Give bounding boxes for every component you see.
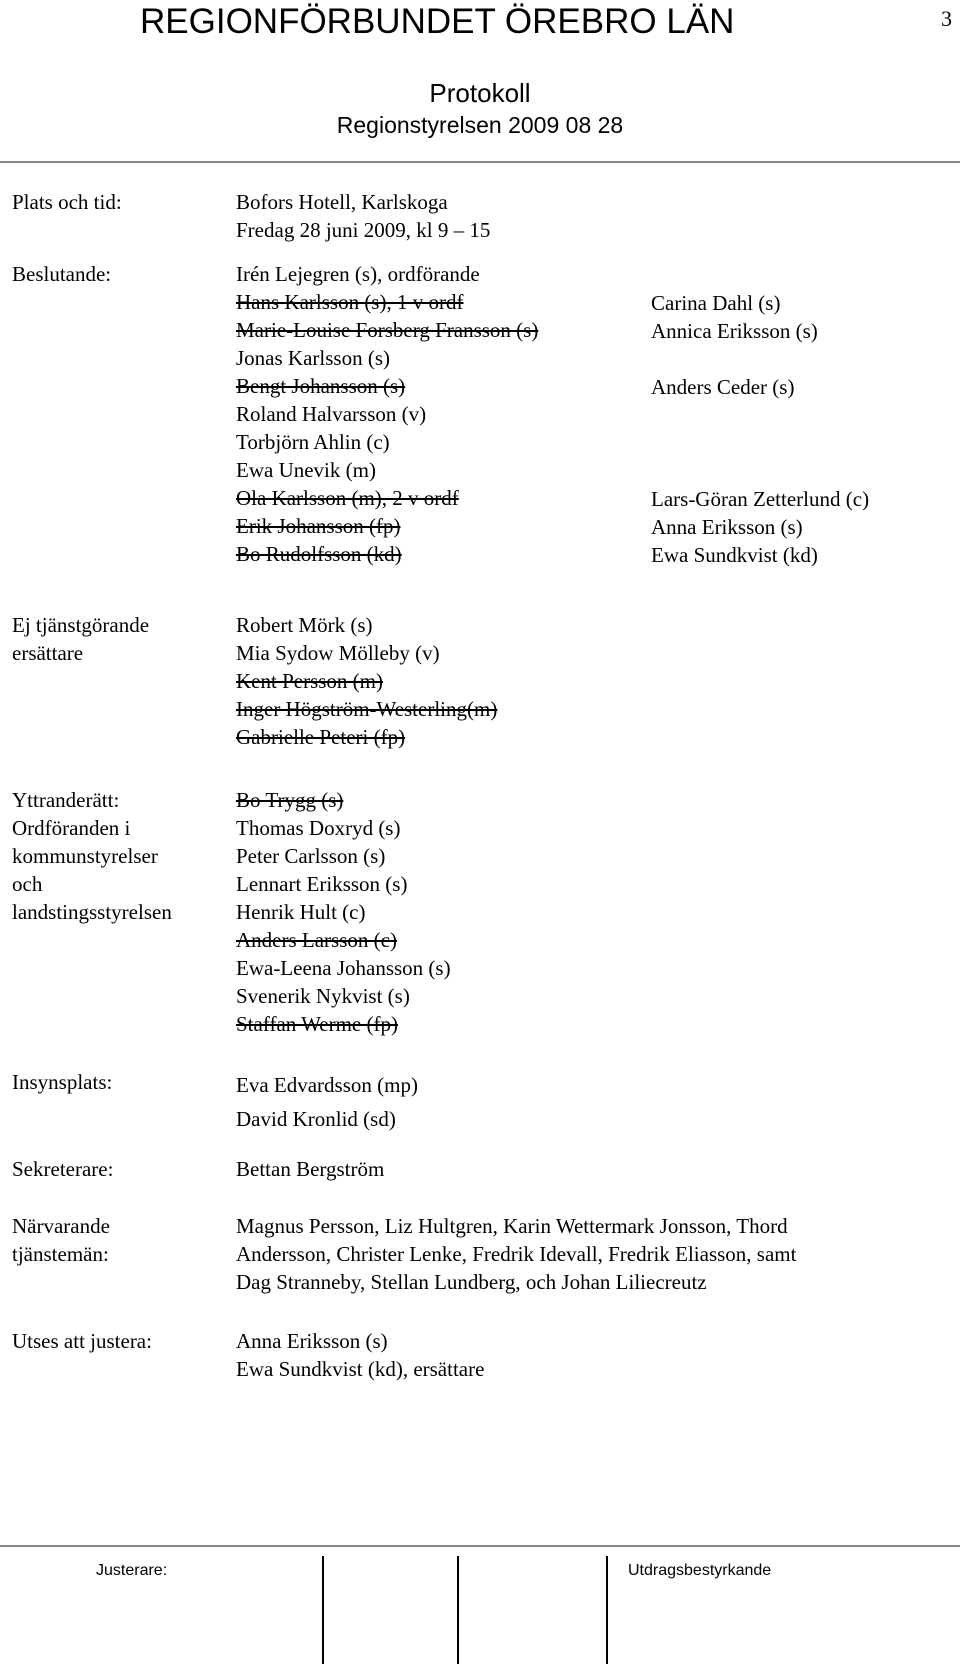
speaking-right-member: Lennart Eriksson (s) [236, 872, 408, 896]
observer-seat-list [236, 1068, 418, 1136]
speaking-right-label-line: och [12, 872, 43, 896]
substitute-1: Carina Dahl (s) [651, 291, 781, 315]
time-line: Fredag 28 juni 2009, kl 9 – 15 [236, 218, 491, 242]
secretary-name: Bettan Bergström [236, 1157, 385, 1181]
adjuster: Ewa Sundkvist (kd), ersättare [236, 1357, 485, 1381]
speaking-right-member: Thomas Doxryd (s) [236, 816, 401, 840]
substitute-5 [651, 401, 869, 429]
speaking-right-label-line: kommunstyrelser [12, 844, 158, 868]
non-serving-member: Kent Persson (m) [236, 669, 383, 693]
place-time-value [236, 188, 490, 244]
member-8: Ola Karlsson (m), 2 v ordf [236, 486, 459, 510]
officials-label-line: Närvarande [12, 1214, 110, 1238]
signature-box-divider [606, 1556, 608, 1664]
non-serving-label-line: ersättare [12, 641, 84, 665]
speaking-right-member: Henrik Hult (c) [236, 900, 366, 924]
member-1: Hans Karlsson (s), 1 v ordf [236, 290, 464, 314]
speaking-right-list [236, 786, 451, 1038]
non-serving-list [236, 611, 497, 751]
member-2: Marie-Louise Forsberg Fransson (s) [236, 318, 539, 342]
observer-member: Eva Edvardsson (mp) [236, 1073, 418, 1097]
officials-label [12, 1212, 110, 1268]
decision-makers-list [236, 260, 538, 568]
signature-box-divider [322, 1556, 324, 1664]
officials-list [236, 1212, 796, 1296]
substitute-3 [651, 345, 869, 373]
signature-box-divider [457, 1556, 459, 1664]
substitute-6 [651, 429, 869, 457]
adjuster-signature-label: Justerare: [96, 1562, 168, 1579]
substitute-7 [651, 457, 869, 485]
member-3: Jonas Karlsson (s) [236, 346, 390, 370]
speaking-right-member: Svenerik Nykvist (s) [236, 984, 410, 1008]
substitute-9: Anna Eriksson (s) [651, 515, 803, 539]
non-serving-member: Gabrielle Peteri (fp) [236, 725, 406, 749]
non-serving-label [12, 611, 149, 667]
organization-title: REGIONFÖRBUNDET ÖREBRO LÄN [140, 2, 735, 41]
member-4: Bengt Johansson (s) [236, 374, 406, 398]
officials-label-line: tjänstemän: [12, 1242, 109, 1266]
officials-line: Andersson, Christer Lenke, Fredrik Idevall, Fredrik Eliasson, samt [236, 1242, 797, 1266]
member-0: Irén Lejegren (s), ordförande [236, 262, 480, 286]
substitute-8: Lars-Göran Zetterlund (c) [651, 487, 870, 511]
non-serving-member: Robert Mörk (s) [236, 613, 373, 637]
speaking-right-member: Peter Carlsson (s) [236, 844, 386, 868]
member-9: Erik Johansson (fp) [236, 514, 401, 538]
speaking-right-label-line: landstingsstyrelsen [12, 900, 172, 924]
speaking-right-label-line: Yttranderätt: [12, 788, 120, 812]
substitute-10: Ewa Sundkvist (kd) [651, 543, 818, 567]
substitute-2: Annica Eriksson (s) [651, 319, 818, 343]
member-5: Roland Halvarsson (v) [236, 402, 427, 426]
speaking-right-member: Ewa-Leena Johansson (s) [236, 956, 451, 980]
certified-extract-label: Utdragsbestyrkande [628, 1562, 772, 1579]
adjusters-list [236, 1327, 484, 1383]
member-7: Ewa Unevik (m) [236, 458, 376, 482]
footer-divider [0, 1545, 960, 1547]
officials-line: Magnus Persson, Liz Hultgren, Karin Wettermark Jonsson, Thord [236, 1214, 788, 1238]
secretary-label: Sekreterare: [12, 1157, 114, 1181]
speaking-right-member: Anders Larsson (c) [236, 928, 397, 952]
substitutes-list [651, 289, 869, 569]
member-10: Bo Rudolfsson (kd) [236, 542, 402, 566]
observer-seat-label: Insynsplats: [12, 1070, 113, 1094]
adjusters-label: Utses att justera: [12, 1329, 152, 1353]
adjuster: Anna Eriksson (s) [236, 1329, 388, 1353]
speaking-right-member: Staffan Werme (fp) [236, 1012, 398, 1036]
speaking-right-label-line: Ordföranden i [12, 816, 131, 840]
member-6: Torbjörn Ahlin (c) [236, 430, 390, 454]
substitute-4: Anders Ceder (s) [651, 375, 795, 399]
place-line: Bofors Hotell, Karlskoga [236, 190, 448, 214]
non-serving-member: Inger Högström-Westerling(m) [236, 697, 498, 721]
non-serving-label-line: Ej tjänstgörande [12, 613, 150, 637]
meeting-title: Regionstyrelsen 2009 08 28 [336, 112, 624, 138]
page-number: 3 [941, 6, 952, 31]
observer-member: David Kronlid (sd) [236, 1107, 396, 1131]
non-serving-member: Mia Sydow Mölleby (v) [236, 641, 440, 665]
document-type: Protokoll [429, 78, 531, 108]
officials-line: Dag Stranneby, Stellan Lundberg, och Johan Liliecreutz [236, 1270, 707, 1294]
place-time-label: Plats och tid: [12, 190, 122, 214]
decision-makers-label: Beslutande: [12, 262, 112, 286]
speaking-right-member: Bo Trygg (s) [236, 788, 344, 812]
header-divider [0, 161, 960, 163]
speaking-right-label [12, 786, 172, 926]
